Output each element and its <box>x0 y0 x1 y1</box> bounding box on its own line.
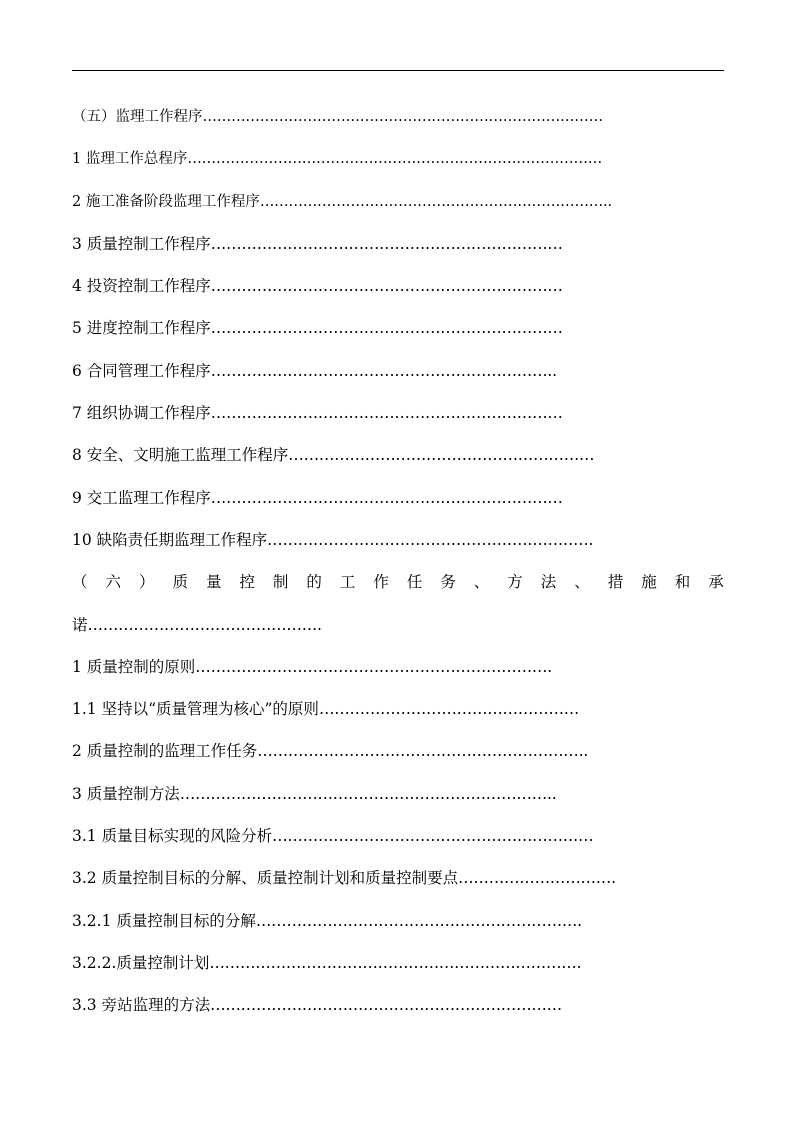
toc-entry[interactable] <box>72 984 724 1026</box>
heading-char: 的 <box>306 573 322 592</box>
heading-char: 六 <box>105 573 121 592</box>
toc-entry-title: 诺 <box>72 615 88 634</box>
heading-char: 和 <box>674 573 691 592</box>
heading-char: 法 <box>540 573 557 592</box>
toc-leader: ………………………………………. <box>87 615 322 634</box>
heading-char: 措 <box>607 573 624 592</box>
heading-char: 、 <box>574 573 590 592</box>
toc-leader: ……………………………………………………………….. <box>259 193 612 210</box>
toc-entry-title: 2 施工准备阶段监理工作程序 <box>72 193 260 210</box>
toc-leader: ………………………………………………………………………… <box>202 109 603 125</box>
heading-char: 作 <box>373 573 389 592</box>
heading-char: 任 <box>406 573 423 592</box>
toc-entry-title: 3.2.1 质量控制目标的分解 <box>72 911 256 930</box>
toc-entry-title: 3.3 旁站监理的方法 <box>72 996 211 1015</box>
toc-section-heading[interactable] <box>72 561 724 603</box>
toc-entry-title: （五）监理工作程序 <box>72 109 203 125</box>
toc-leader: …………………………………………………………… <box>210 488 563 507</box>
toc-entry[interactable] <box>72 900 724 942</box>
toc-entry[interactable] <box>72 223 724 265</box>
toc-leader: …………………………. <box>458 869 616 888</box>
toc-entry[interactable] <box>72 181 724 223</box>
toc-leader: …………………………………………………………… <box>210 996 562 1015</box>
toc-leader: ……………………………………………………………….. <box>179 784 557 803</box>
toc-entry-title: 3.1 质量目标实现的风险分析 <box>72 827 273 846</box>
toc-entry-title: 4 投资控制工作程序 <box>72 277 211 296</box>
toc-leader: ………………………………………………………….. <box>210 361 557 380</box>
heading-char: 承 <box>708 573 724 592</box>
toc-leader: …………………………………………………………… <box>210 319 563 338</box>
toc-leader: …………………………………………………………… <box>210 404 563 423</box>
toc-leader: ………………………………………………………. <box>255 911 582 930</box>
toc-entry[interactable] <box>72 815 724 857</box>
toc-entry[interactable] <box>72 392 724 434</box>
heading-char: 、 <box>473 573 490 592</box>
toc-entry-title: 3.2 质量控制目标的分解、质量控制计划和质量控制要点 <box>72 869 459 888</box>
toc-leader: …………………………………………… <box>318 700 580 719</box>
toc-entry-title: 10 缺陷责任期监理工作程序 <box>72 530 268 549</box>
toc-entry-title: 3 质量控制方法 <box>72 784 180 803</box>
toc-leader: ……………………………………………………………. <box>195 657 552 676</box>
heading-char: 控 <box>239 573 255 592</box>
toc-entry[interactable] <box>72 350 724 392</box>
toc-leader: …………………………………………………………… <box>210 234 563 253</box>
toc-entry-title: 9 交工监理工作程序 <box>72 488 211 507</box>
toc-leader: ……………………………………………………… <box>272 827 594 846</box>
toc-entry-title: 6 合同管理工作程序 <box>72 361 211 380</box>
toc-entry[interactable] <box>72 477 724 519</box>
header-rule <box>72 70 724 71</box>
toc-leader: …………………………………………………………… <box>210 277 563 296</box>
toc-entry-title: 1 质量控制的原则 <box>72 657 196 676</box>
heading-char: （ <box>72 573 88 592</box>
heading-char: 制 <box>272 573 289 592</box>
heading-char: 务 <box>440 573 456 592</box>
toc-entry-title: 2 质量控制的监理工作任务 <box>72 742 258 761</box>
heading-char: 工 <box>339 573 356 592</box>
toc-entry-title: 7 组织协调工作程序 <box>72 404 211 423</box>
toc-entry[interactable] <box>72 434 724 476</box>
toc-leader: ………………………………………………………. <box>267 530 594 549</box>
toc-entry[interactable] <box>72 773 724 815</box>
toc-entry[interactable] <box>72 265 724 307</box>
heading-char: 质 <box>172 573 188 592</box>
toc-entry-title: 1 监理工作总程序 <box>72 151 188 168</box>
toc-entry[interactable] <box>72 730 724 772</box>
toc-leader: ………………………………………………………………. <box>209 953 582 972</box>
toc-entry-title: 1.1 坚持以“质量管理为核心”的原则 <box>72 700 319 719</box>
toc-leader: …………………………………………………………………………… <box>187 151 603 168</box>
heading-char: 量 <box>205 573 222 592</box>
toc-leader: …………………………………………………… <box>288 446 595 465</box>
toc-entry[interactable] <box>72 646 724 688</box>
toc-entry[interactable] <box>72 307 724 349</box>
toc-entry[interactable] <box>72 519 724 561</box>
toc-entry[interactable] <box>72 942 724 984</box>
toc-entry-title: 5 进度控制工作程序 <box>72 319 211 338</box>
toc-entry[interactable] <box>72 138 724 180</box>
toc-entry-title: 8 安全、文明施工监理工作程序 <box>72 446 289 465</box>
heading-char: 施 <box>641 573 657 592</box>
toc-entry[interactable] <box>72 96 724 138</box>
heading-char: ） <box>138 573 155 592</box>
toc-leader: ……………………………………………………….. <box>257 742 589 761</box>
toc-entry-title: 3 质量控制工作程序 <box>72 234 211 253</box>
toc-section-heading-continuation[interactable] <box>72 604 724 646</box>
table-of-contents <box>72 96 724 1027</box>
toc-entry[interactable] <box>72 688 724 730</box>
toc-entry[interactable] <box>72 857 724 899</box>
toc-entry-title: 3.2.2.质量控制计划 <box>72 953 210 972</box>
heading-char: 方 <box>507 573 523 592</box>
